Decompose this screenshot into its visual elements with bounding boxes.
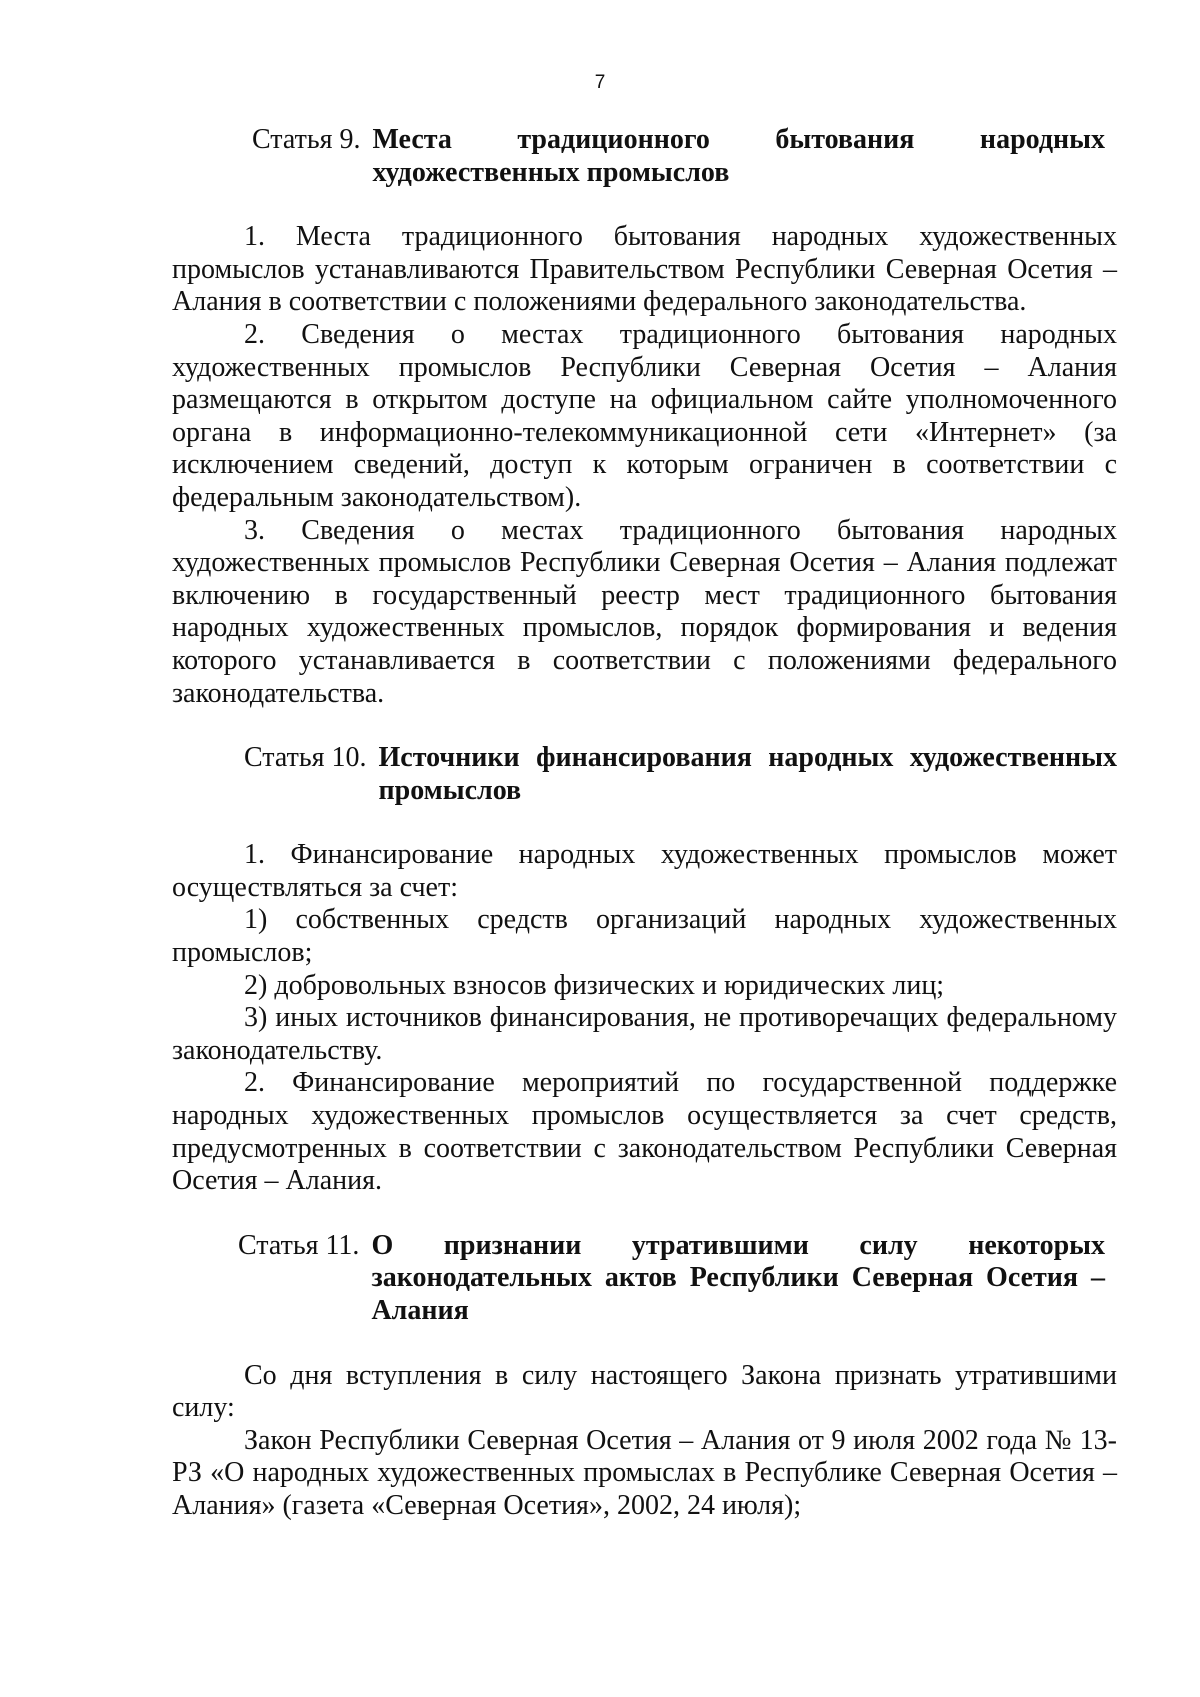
article-10-title: Источники финансирования народных художественных промыслов — [378, 742, 1117, 806]
article-9-heading — [172, 124, 1117, 189]
article-10-item-1: 1) собственных средств организаций народных художественных промыслов; — [172, 904, 1117, 969]
page-number: 7 — [594, 72, 606, 93]
article-10-paragraph-1: 1. Финансирование народных художественных промыслов может осуществляться за счет: — [172, 839, 1117, 903]
article-10-item-2: 2) добровольных взносов физических и юридических лиц; — [244, 969, 945, 1001]
article-10-label: Статья 10. — [244, 742, 367, 774]
article-9-title: Места традиционного бытования народных художественных промыслов — [372, 124, 1105, 188]
article-10-heading — [172, 742, 1117, 807]
article-9-paragraph-3: 3. Сведения о местах традиционного бытования народных художественных промыслов Республики Северная Осетия – Алания подлежат включению в государственный реестр мест традиционного бытования народных художественных промыслов, порядок формирования и ведения которого устанавливается в соответствии с положениями федерального законодательства. — [172, 514, 1117, 709]
article-10-item-3: 3) иных источников финансирования, не противоречащих федеральному законодательству. — [172, 1002, 1117, 1066]
article-11-paragraph-2: Закон Республики Северная Осетия – Алания от 9 июля 2002 года № 13-РЗ «О народных художественных промыслах в Республике Северная Осетия – Алания» (газета «Северная Осетия», 2002, 24 июля); — [172, 1424, 1117, 1521]
article-9-paragraph-2: 2. Сведения о местах традиционного бытования народных художественных промыслов Республики Северная Осетия – Алания размещаются в открытом доступе на официальном сайте уполномоченного органа в информационно-телекоммуникационной сети «Интернет» (за исключением сведений, доступ к которым ограничен в соответствии с федеральным законодательством). — [172, 318, 1117, 513]
article-11-label: Статья 11. — [238, 1229, 360, 1261]
article-11-paragraph-1: Со дня вступления в силу настоящего Закона признать утратившими силу: — [172, 1359, 1117, 1424]
article-11-heading — [172, 1230, 1117, 1328]
article-9-paragraph-1: 1. Места традиционного бытования народных художественных промыслов устанавливаются Правительством Республики Северная Осетия – Алания в соответствии с положениями федерального законодательства. — [172, 221, 1117, 318]
document-body — [172, 124, 1117, 1523]
article-11-title: О признании утратившими силу некоторых законодательных актов Республики Северная Осетия – Алания — [371, 1229, 1105, 1326]
article-10-paragraph-2: 2. Финансирование мероприятий по государственной поддержке народных художественных промыслов осуществляется за счет средств, предусмотренных в соответствии с законодательством Республики Северная Осетия – Алания. — [172, 1067, 1117, 1197]
article-9-label: Статья 9. — [252, 124, 361, 155]
